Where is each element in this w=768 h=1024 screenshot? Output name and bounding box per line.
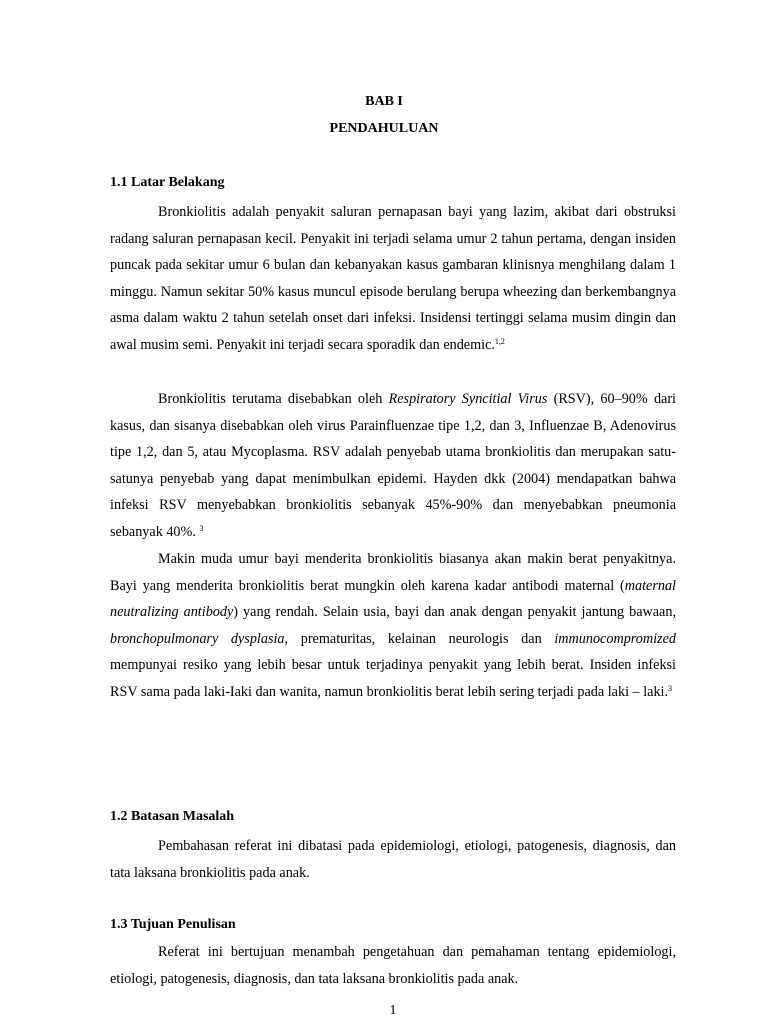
section-heading-batasan-masalah: 1.2 Batasan Masalah bbox=[110, 809, 235, 824]
section-heading-latar-belakang: 1.1 Latar Belakang bbox=[110, 175, 225, 190]
citation-superscript: 3 bbox=[668, 683, 673, 693]
text-run: ) yang rendah. Selain usia, bayi dan anak dengan penyakit jantung bawaan, bbox=[233, 604, 676, 620]
chapter-label: BAB I bbox=[365, 94, 403, 109]
citation-superscript: 1,2 bbox=[494, 336, 505, 346]
citation-superscript: 3 bbox=[199, 523, 204, 533]
text-run: , prematuritas, kelainan neurologis dan bbox=[284, 630, 555, 647]
paragraph-etiologi bbox=[110, 386, 676, 545]
text-run: Bronkiolitis adalah penyakit saluran pernapasan bayi yang lazim, akibat dari obstruksi radang saluran pernapasan kecil. Penyakit ini terjadi selama umur 2 tahun pertama, dengan insiden puncak pada sekitar umur 6 bulan dan kebanyakan kasus gambaran klinisnya menghilang dalam 1 minggu. Namun sekitar 50% kasus muncul episode berulang berupa wheezing dan berkembangnya asma dalam waktu 2 tahun setelah onset dari infeksi. Insidensi tertinggi selama musim dingin dan awal musim semi. Penyakit ini terjadi secara sporadik dan endemic. bbox=[110, 204, 676, 353]
text-run: Pembahasan referat ini dibatasi pada epidemiologi, etiologi, patogenesis, diagnosis, dan tata laksana bronkiolitis pada anak. bbox=[110, 838, 676, 881]
text-run: Makin muda umur bayi menderita bronkiolitis biasanya akan makin berat penyakitnya. Bayi yang menderita bronkiolitis berat mungkin oleh karena kadar antibodi maternal ( bbox=[110, 551, 676, 594]
text-run: Referat ini bertujuan menambah pengetahuan dan pemahaman tentang epidemiologi, etiologi, patogenesis, diagnosis, dan tata laksana bronkiolitis pada anak. bbox=[110, 944, 676, 987]
page-number: 1 bbox=[389, 1003, 397, 1018]
text-run: mempunyai resiko yang lebih besar untuk terjadinya penyakit yang lebih berat. Insiden infeksi RSV sama pada laki-Iaki dan wanita, namun bronkiolitis berat lebih sering terjadi pada laki – laki. bbox=[110, 657, 676, 700]
text-run: Bronkiolitis terutama disebabkan oleh bbox=[158, 391, 389, 407]
chapter-title: PENDAHULUAN bbox=[329, 121, 439, 136]
italic-term: immunocompromized bbox=[554, 630, 676, 647]
paragraph-faktor-risiko bbox=[110, 546, 676, 705]
section-heading-tujuan-penulisan: 1.3 Tujuan Penulisan bbox=[110, 917, 236, 932]
italic-term: Respiratory Syncitial Virus bbox=[388, 391, 548, 407]
italic-term: bronchopulmonary dysplasia bbox=[110, 630, 285, 647]
text-run: (RSV), 60–90% dari kasus, dan sisanya disebabkan oleh virus Parainfluenzae tipe 1,2, dan 3, Influenzae B, Adenovirus tipe 1,2, dan 5, atau Mycoplasma. RSV adalah penyebab utama bronkiolitis dan merupakan satu-satunya penyebab yang dapat menimbulkan epidemi. Hayden dkk (2004) mendapatkan bahwa infeksi RSV menyebabkan bronkiolitis sebanyak 45%-90% dan menyebabkan pneumonia sebanyak 40%. bbox=[110, 391, 676, 540]
italic-term: maternal neutralizing antibody bbox=[110, 577, 676, 620]
paragraph-definisi bbox=[110, 199, 676, 358]
paragraph-batasan bbox=[110, 833, 676, 886]
paragraph-tujuan bbox=[110, 939, 676, 992]
